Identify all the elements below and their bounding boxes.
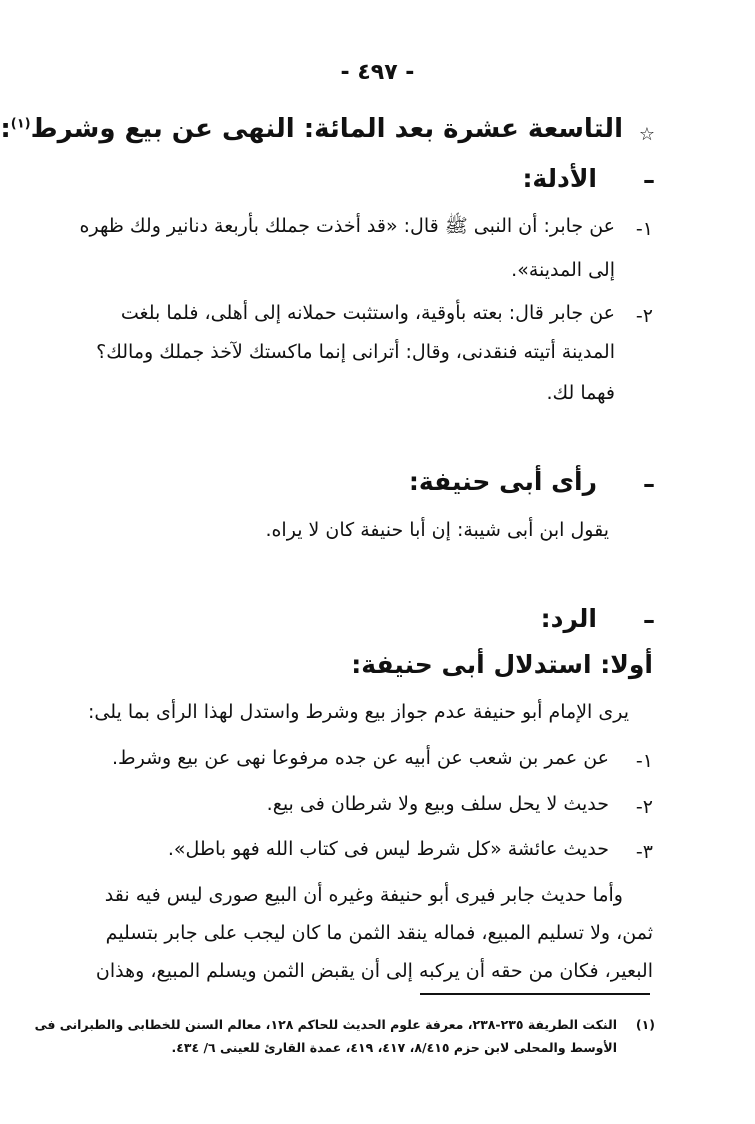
section-title-text: التاسعة عشرة بعد المائة: النهى عن بيع وشرط: [30, 114, 623, 144]
evidence-item-1-number: ١-: [635, 218, 653, 240]
section-title: [0, 114, 623, 144]
section-title-colon: :: [0, 114, 11, 144]
opinion-text: يقول ابن أبى شيبة: إن أبا حنيفة كان لا يراه.: [265, 519, 609, 541]
opinion-heading: رأى أبى حنيفة:: [408, 467, 597, 496]
footnote-divider: [420, 993, 650, 995]
evidence-item-2-line-2: المدينة أتيته فنقدنى، وقال: أترانى إنما ماكستك لآخذ جملك ومالك؟: [96, 341, 615, 363]
response-item-3-text: حديث عائشة «كل شرط ليس فى كتاب الله فهو باطل».: [167, 838, 609, 860]
response-item-2-text: حديث لا يحل سلف وبيع ولا شرطان فى بيع.: [266, 793, 609, 815]
response-intro: يرى الإمام أبو حنيفة عدم جواز بيع وشرط واستدل لهذا الرأى بما يلى:: [88, 701, 629, 723]
footnote-line-1: النكت الطريفة ٢٣٥-٢٣٨، معرفة علوم الحديث للحاكم ١٢٨، معالم السنن للخطابى والطبرانى فى: [34, 1017, 617, 1032]
response-heading: الرد:: [540, 604, 597, 633]
response-paragraph-line-2: ثمن، ولا تسليم المبيع، فماله ينقد الثمن ما كان ليجب على جابر بتسليم: [105, 922, 653, 944]
response-item-1-number: ١-: [635, 750, 653, 772]
star-icon: ☆: [638, 124, 655, 145]
response-subheading: أولا: استدلال أبى حنيفة:: [351, 650, 653, 679]
response-item-3-number: ٣-: [635, 841, 653, 863]
evidence-item-1-line-1: عن جابر: أن النبى ﷺ قال: «قد أخذت جملك بأربعة دنانير ولك ظهره: [79, 215, 615, 237]
evidence-item-2-line-1: عن جابر قال: بعته بأوقية، واستثبت حملانه إلى أهلى، فلما بلغت: [120, 302, 615, 324]
response-item-2-number: ٢-: [635, 796, 653, 818]
evidence-item-2-line-3: فهما لك.: [546, 382, 615, 404]
evidence-item-2-number: ٢-: [635, 305, 653, 327]
evidence-item-1-line-2: إلى المدينة».: [511, 259, 615, 281]
page-number: - ٤٩٧ -: [340, 60, 415, 85]
footnote-line-2: الأوسط والمحلى لابن حزم ٨/٤١٥، ٤١٧، ٤١٩، عمدة القارئ للعينى ٦/ ٤٣٤.: [171, 1040, 617, 1055]
footnote-number: (١): [635, 1017, 655, 1032]
section-footnote-ref: (١): [10, 116, 31, 132]
opinion-dash: –: [643, 470, 655, 498]
response-item-1-text: عن عمر بن شعب عن أبيه عن جده مرفوعا نهى عن بيع وشرط.: [111, 747, 609, 769]
response-paragraph-line-3: البعير، فكان من حقه أن يركبه إلى أن يقبض الثمن ويسلم المبيع، وهذان: [95, 960, 653, 982]
evidence-dash: –: [643, 166, 655, 194]
evidence-heading: الأدلة:: [522, 164, 597, 193]
response-paragraph-line-1: وأما حديث جابر فيرى أبو حنيفة وغيره أن البيع صورى ليس فيه نقد: [104, 884, 623, 906]
response-dash: –: [643, 606, 655, 634]
